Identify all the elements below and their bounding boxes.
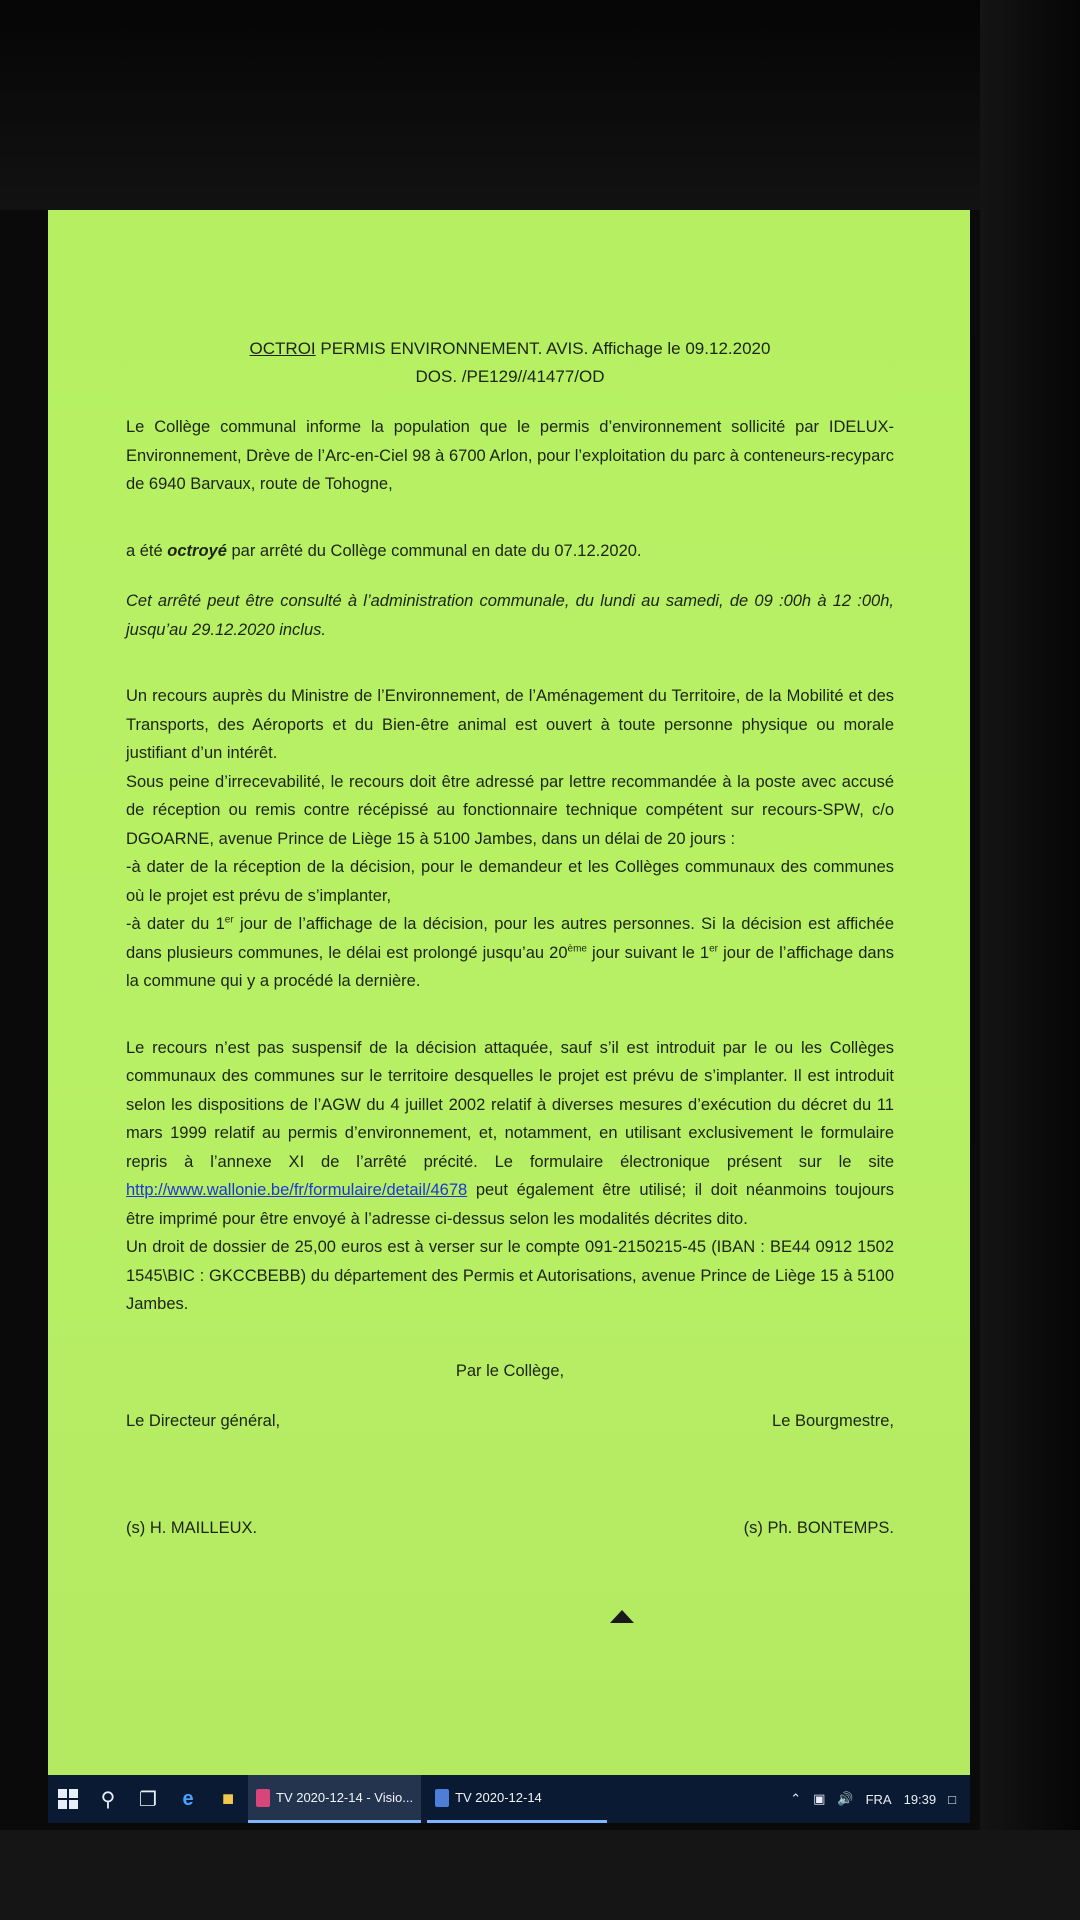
network-icon[interactable]: ▣	[813, 1791, 826, 1806]
language-indicator[interactable]: FRA	[865, 1791, 892, 1807]
notice-title: OCTROI PERMIS ENVIRONNEMENT. AVIS. Affichage le 09.12.2020	[249, 339, 771, 358]
fee-paragraph: Un droit de dossier de 25,00 euros est à verser sur le compte 091-2150215-45 (IBAN : BE44 0912 1502 1545\BIC : GKCCBEBB) du département des Permis et Autorisations, avenue Prince de Liège 15 à 5100 Jambes.	[126, 1238, 894, 1313]
presentation-app-icon	[256, 1789, 270, 1807]
by-college: Par le Collège,	[455, 1361, 565, 1380]
suspensive-paragraph: Le recours n’est pas suspensif de la décision attaquée, sauf s’il est introduit par le ou les Collèges communaux des communes sur le territoire desquelles le projet est prévu de s’implanter. Il est introduit selon les dispositions de l’AGW du 4 juillet 2002 relatif à diverses mesures d’exécution du décret du 11 mars 1999 relatif au permis d’environnement, et, notamment, en utilisant exclusivement le formulaire repris à l’annexe XI de l’arrêté précité. Le formulaire électronique présent sur le site http://www.wallonie.be/fr/formulaire/detail/4678 peut également être utilisé; il doit néanmoins toujours être imprimé pour être envoyé à l’adresse ci-dessus selon les modalités décrites dito.	[126, 1038, 894, 1228]
mayor-name: (s) Ph. BONTEMPS.	[743, 1518, 894, 1537]
monitor-bezel-top	[0, 0, 1080, 210]
taskbar-item-visio[interactable]: TV 2020-12-14 - Visio...	[248, 1775, 421, 1823]
signature-names	[126, 1514, 894, 1543]
mouse-cursor-icon	[610, 1610, 634, 1623]
notice-document	[126, 335, 894, 1542]
task-view-icon[interactable]: ❐	[139, 1788, 157, 1811]
taskbar	[48, 1775, 970, 1823]
appeal-paragraph-4: -à dater du 1er jour de l’affichage de la décision, pour les autres personnes. Si la décision est affichée dans plusieurs communes, le délai est prolongé jusqu’au 20ème jour suivant le 1er jour de l’affichage dans la commune qui y a procédé la dernière.	[126, 914, 895, 990]
taskbar-item-slideshow[interactable]: TV 2020-12-14	[427, 1775, 607, 1823]
chevron-up-icon[interactable]: ⌃	[790, 1791, 802, 1806]
intro-paragraph: Le Collège communal informe la population que le permis d’environnement sollicité par IDELUX-Environnement, Drève de l’Arc-en-Ciel 98 à 6700 Arlon, pour l’exploitation du parc à conteneurs-recyparc de 6940 Barvaux, route de Tohogne,	[126, 418, 894, 493]
mayor-title: Le Bourgmestre,	[772, 1412, 894, 1430]
clock[interactable]: 19:39	[903, 1791, 937, 1807]
search-icon[interactable]: ⚲	[100, 1788, 116, 1811]
director-name: (s) H. MAILLEUX.	[126, 1518, 258, 1537]
appeal-paragraph-3: -à dater de la réception de la décision, pour le demandeur et les Collèges communaux des communes où le projet est prévu de s’implanter,	[126, 858, 894, 905]
slideshow-screen	[48, 210, 970, 1775]
notification-icon[interactable]: □	[948, 1791, 956, 1807]
monitor-bezel-bottom	[0, 1830, 1080, 1920]
slideshow-icon	[435, 1789, 449, 1807]
system-tray	[790, 1791, 970, 1807]
appeal-paragraph-2: Sous peine d’irrecevabilité, le recours doit être adressé par lettre recommandée à la poste avec accusé de réception ou remis contre récépissé au fonctionnaire technique compétent sur recours-SPW, c/o DGOARNE, avenue Prince de Liège 15 à 5100 Jambes, dans un délai de 20 jours :	[126, 772, 894, 848]
file-explorer-icon[interactable]: ■	[221, 1787, 235, 1810]
windows-logo-icon[interactable]	[48, 1775, 88, 1823]
director-title: Le Directeur général,	[126, 1412, 281, 1430]
volume-icon[interactable]: 🔊	[837, 1791, 854, 1806]
edge-browser-icon[interactable]: e	[182, 1787, 194, 1810]
granted-paragraph: a été octroyé par arrêté du Collège communal en date du 07.12.2020.	[126, 541, 642, 560]
consult-paragraph: Cet arrêté peut être consulté à l’administration communale, du lundi au samedi, de 09 :00h à 12 :00h, jusqu’au 29.12.2020 inclus.	[126, 592, 894, 639]
appeal-paragraph-1: Un recours auprès du Ministre de l’Environnement, de l’Aménagement du Territoire, de la Mobilité et des Transports, des Aéroports et du Bien-être animal est ouvert à toute personne physique ou morale justifiant d’un intérêt.	[126, 687, 894, 762]
monitor-bezel-right	[980, 0, 1080, 1920]
signature-titles	[126, 1407, 894, 1436]
dossier-number: DOS. /PE129//41477/OD	[415, 367, 605, 386]
form-link[interactable]: http://www.wallonie.be/fr/formulaire/detail/4678	[126, 1181, 468, 1199]
